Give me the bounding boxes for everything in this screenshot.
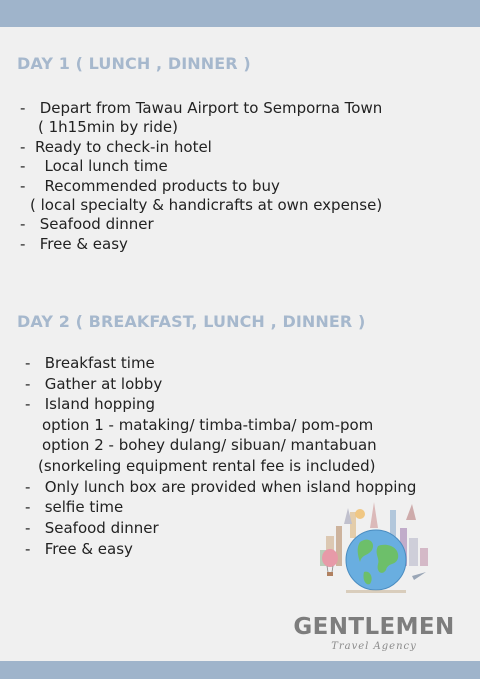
- day2-item: - Seafood dinner: [25, 519, 159, 537]
- day1-heading: DAY 1 ( LUNCH , DINNER ): [17, 54, 251, 73]
- day1-item: - Free & easy: [20, 235, 128, 253]
- day2-item-note: (snorkeling equipment rental fee is included): [38, 457, 376, 475]
- day1-item-note: ( 1h15min by ride): [38, 118, 178, 136]
- day2-item: - Island hopping: [25, 395, 156, 413]
- top-band: [0, 0, 480, 27]
- day2-item: - Gather at lobby: [25, 375, 163, 393]
- brand-tagline: Travel Agency: [331, 641, 417, 652]
- day1-item: - Recommended products to buy: [20, 177, 280, 195]
- day1-item: - Seafood dinner: [20, 215, 154, 233]
- day2-item: - Only lunch box are provided when island hopping: [25, 478, 417, 496]
- day1-item: - Depart from Tawau Airport to Semporna Town: [20, 99, 383, 117]
- day1-item: - Ready to check-in hotel: [20, 138, 212, 156]
- day2-item: - Free & easy: [25, 540, 133, 558]
- day1-item-note: ( local specialty & handicrafts at own expense): [30, 196, 383, 214]
- day2-item: - selfie time: [25, 498, 124, 516]
- day2-heading: DAY 2 ( BREAKFAST, LUNCH , DINNER ): [17, 312, 366, 331]
- globe-landmarks-icon: [316, 498, 434, 610]
- day1-item: - Local lunch time: [20, 157, 168, 175]
- day2-option: option 2 - bohey dulang/ sibuan/ mantabuan: [42, 436, 377, 454]
- day2-option: option 1 - mataking/ timba-timba/ pom-pom: [42, 416, 374, 434]
- brand-name: GENTLEMEN: [293, 614, 455, 640]
- bottom-band: [0, 661, 480, 679]
- day2-item: - Breakfast time: [25, 354, 155, 372]
